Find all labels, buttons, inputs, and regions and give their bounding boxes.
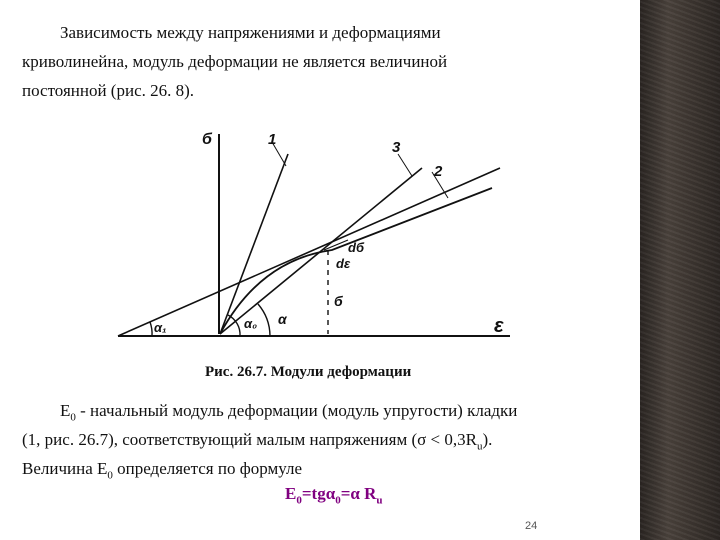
figure-caption: Рис. 26.7. Модули деформации: [205, 364, 412, 380]
word: (σ: [411, 430, 427, 449]
e0-symbol: [22, 401, 76, 424]
d-sigma-label: dб: [348, 240, 364, 255]
formula-tg: =tgα: [301, 484, 336, 503]
word: криволинейна,: [22, 52, 129, 71]
word: соответствующий: [122, 430, 253, 449]
word: не: [282, 52, 299, 71]
stress-strain-figure: [110, 120, 530, 350]
modulus-formula: [285, 484, 383, 506]
intro-line-2: [22, 47, 618, 76]
sigma-dashed-label: б: [334, 293, 343, 309]
sub-u: u: [476, 440, 483, 453]
r-letter: 0,3R: [444, 430, 477, 449]
intro-line-3: постоянной (рис. 26. 8).: [22, 81, 195, 100]
def-line-3: Величина $Е_0$ определяется по формуле: [22, 459, 302, 482]
def-line-2: [22, 425, 618, 454]
word: напряжениям: [309, 430, 408, 449]
word: между: [156, 23, 204, 42]
word: - начальный: [80, 401, 169, 420]
formula-sub-zero-2: 0: [335, 494, 341, 507]
formula-sub-zero: 0: [296, 494, 302, 507]
word: деформациями: [332, 23, 441, 42]
alpha-arc: [258, 304, 270, 336]
sub-zero: 0: [107, 469, 113, 482]
formula-e: Е: [285, 484, 297, 503]
curve-3-leader: [398, 154, 412, 176]
word: малым: [256, 430, 306, 449]
formula-sub-u: u: [376, 494, 383, 507]
epsilon-axis-label: ε: [494, 315, 504, 337]
formula-alpha-r: =α R: [340, 484, 377, 503]
curve-3-line: [220, 168, 422, 334]
word: деформации: [228, 401, 318, 420]
r-u-term: $0,3R_u$).: [444, 430, 493, 453]
def-line-1: [22, 396, 618, 425]
sub-zero: 0: [70, 411, 76, 424]
word: величиной: [369, 52, 448, 71]
curve-3-label: 3: [392, 139, 401, 156]
decorative-side-band: [640, 0, 720, 540]
definition-paragraph: [22, 396, 618, 483]
word: модуль: [172, 401, 224, 420]
sigma-axis-label: б: [202, 131, 212, 148]
word: и: [318, 23, 329, 42]
curve-2-label: 2: [434, 163, 443, 180]
e-letter: Е: [60, 401, 71, 420]
tangent-line: [118, 168, 500, 336]
intro-line-1: [22, 18, 618, 47]
curve-2-path: [220, 188, 492, 334]
alpha1-arc: [150, 322, 152, 336]
alpha0-label: α₀: [244, 316, 258, 331]
alpha1-label: α₁: [154, 320, 167, 335]
curve-1-label: 1: [268, 131, 277, 148]
word: упругости): [383, 401, 463, 420]
word: модуль: [132, 52, 184, 71]
word: <: [430, 430, 441, 449]
word: 26.7),: [78, 430, 118, 449]
word: рис.: [44, 430, 75, 449]
def-line-3-text: Величина Е: [22, 459, 108, 478]
word: является: [302, 52, 366, 71]
word: (модуль: [321, 401, 380, 420]
alpha-label: α: [278, 311, 287, 327]
intro-paragraph: [22, 18, 618, 105]
word: кладки: [467, 401, 518, 420]
word: (1,: [22, 430, 41, 449]
d-epsilon-label: dε: [336, 256, 351, 271]
word: деформации: [188, 52, 278, 71]
word: Зависимость: [60, 23, 153, 42]
word: напряжениями: [207, 23, 315, 42]
page-number: 24: [525, 520, 538, 532]
